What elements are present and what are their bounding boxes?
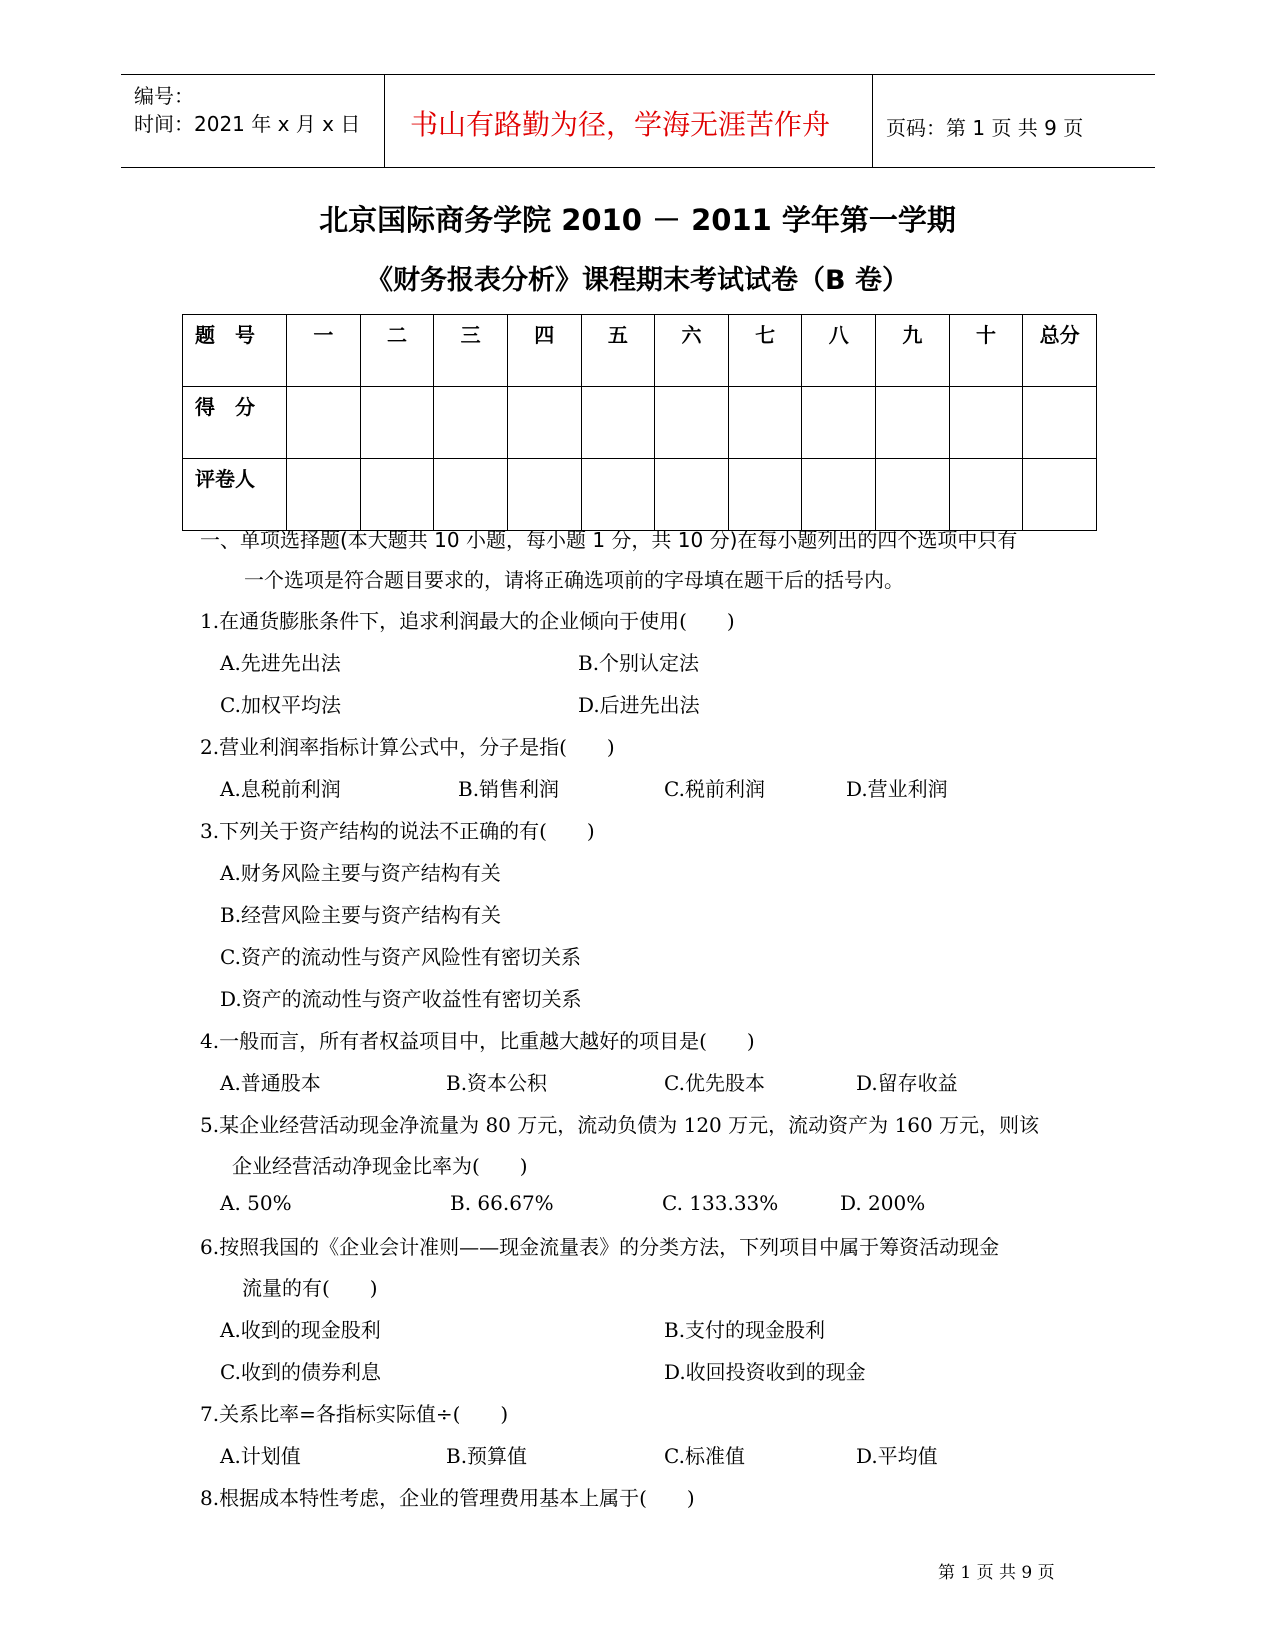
score-column-header: 十 xyxy=(949,315,1023,387)
score-column-header: 四 xyxy=(507,315,581,387)
grader-cell[interactable] xyxy=(507,459,581,531)
option: A.财务风险主要与资产结构有关 xyxy=(220,861,501,885)
option: D.收回投资收到的现金 xyxy=(664,1360,866,1384)
score-table-header-row xyxy=(183,315,1097,387)
option: A.先进先出法 xyxy=(220,651,341,675)
question-stem: 3.下列关于资产结构的说法不正确的有( ) xyxy=(200,819,595,843)
option: D.平均值 xyxy=(856,1444,938,1468)
score-column-header: 二 xyxy=(360,315,434,387)
score-column-header: 七 xyxy=(728,315,802,387)
score-column-header: 五 xyxy=(581,315,655,387)
section-heading: 一、单项选择题(本大题共 10 小题，每小题 1 分，共 10 分)在每小题列出的四个选项中只有 xyxy=(200,528,1018,552)
section-heading-cont: 一个选项是符合题目要求的，请将正确选项前的字母填在题干后的括号内。 xyxy=(244,568,904,592)
option: D.后进先出法 xyxy=(578,693,700,717)
option: A. 50% xyxy=(220,1191,292,1215)
option: C.收到的债券利息 xyxy=(220,1360,381,1384)
grader-cell[interactable] xyxy=(876,459,950,531)
option: D.留存收益 xyxy=(856,1071,958,1095)
score-table-score-row xyxy=(183,387,1097,459)
score-cell[interactable] xyxy=(507,387,581,459)
option: A.计划值 xyxy=(220,1444,301,1468)
option: B.个别认定法 xyxy=(578,651,700,675)
option: B.经营风险主要与资产结构有关 xyxy=(220,903,502,927)
header-time-label: 时间：2021 年 x 月 x 日 xyxy=(134,112,361,136)
score-cell[interactable] xyxy=(949,387,1023,459)
question-stem: 7.关系比率=各指标实际值÷( ) xyxy=(200,1402,509,1426)
option: C.税前利润 xyxy=(664,777,765,801)
grader-cell[interactable] xyxy=(802,459,876,531)
option: D.营业利润 xyxy=(846,777,948,801)
score-row-label: 得 分 xyxy=(183,387,287,459)
question-stem-cont: 流量的有( ) xyxy=(242,1276,378,1300)
header-divider-left xyxy=(384,75,385,168)
grader-cell[interactable] xyxy=(655,459,729,531)
score-row-label: 题 号 xyxy=(183,315,287,387)
score-column-header: 总分 xyxy=(1023,315,1097,387)
option: D.资产的流动性与资产收益性有密切关系 xyxy=(220,987,582,1011)
option: D. 200% xyxy=(840,1191,926,1215)
score-column-header: 六 xyxy=(655,315,729,387)
question-stem: 1.在通货膨胀条件下，追求利润最大的企业倾向于使用( ) xyxy=(200,609,735,633)
grader-cell[interactable] xyxy=(581,459,655,531)
option: B.预算值 xyxy=(446,1444,528,1468)
score-column-header: 八 xyxy=(802,315,876,387)
score-table-grader-row xyxy=(183,459,1097,531)
option: C.优先股本 xyxy=(664,1071,765,1095)
option: C.资产的流动性与资产风险性有密切关系 xyxy=(220,945,581,969)
option: B.资本公积 xyxy=(446,1071,548,1095)
header-divider-right xyxy=(872,75,873,168)
exam-subtitle: 《财务报表分析》课程期末考试试卷（B 卷） xyxy=(366,265,909,296)
question-stem: 2.营业利润率指标计算公式中，分子是指( ) xyxy=(200,735,615,759)
score-cell[interactable] xyxy=(876,387,950,459)
score-cell[interactable] xyxy=(287,387,361,459)
score-cell[interactable] xyxy=(802,387,876,459)
question-stem-cont: 企业经营活动净现金比率为( ) xyxy=(232,1154,528,1178)
grader-cell[interactable] xyxy=(360,459,434,531)
header-top-rule xyxy=(121,74,1155,75)
option: B.支付的现金股利 xyxy=(664,1318,826,1342)
grader-cell[interactable] xyxy=(728,459,802,531)
score-column-header: 一 xyxy=(287,315,361,387)
option: A.收到的现金股利 xyxy=(220,1318,381,1342)
score-table xyxy=(182,314,1097,531)
option: A.息税前利润 xyxy=(220,777,341,801)
grader-cell[interactable] xyxy=(1023,459,1097,531)
question-stem: 5.某企业经营活动现金净流量为 80 万元，流动负债为 120 万元，流动资产为 160 万元，则该 xyxy=(200,1113,1040,1137)
score-column-header: 九 xyxy=(876,315,950,387)
header-page-label: 页码：第 1 页 共 9 页 xyxy=(886,116,1084,140)
question-stem: 6.按照我国的《企业会计准则——现金流量表》的分类方法，下列项目中属于筹资活动现金 xyxy=(200,1235,1000,1259)
grader-cell[interactable] xyxy=(949,459,1023,531)
score-cell[interactable] xyxy=(434,387,508,459)
grader-cell[interactable] xyxy=(434,459,508,531)
option: C.标准值 xyxy=(664,1444,745,1468)
header-bottom-rule xyxy=(121,167,1155,168)
score-row-label: 评卷人 xyxy=(183,459,287,531)
grader-cell[interactable] xyxy=(287,459,361,531)
option: C.加权平均法 xyxy=(220,693,341,717)
page-footer: 第 1 页 共 9 页 xyxy=(938,1563,1055,1583)
score-cell[interactable] xyxy=(728,387,802,459)
question-stem: 4.一般而言，所有者权益项目中，比重越大越好的项目是( ) xyxy=(200,1029,755,1053)
header-motto: 书山有路勤为径，学海无涯苦作舟 xyxy=(410,108,831,141)
score-cell[interactable] xyxy=(581,387,655,459)
score-cell[interactable] xyxy=(655,387,729,459)
option: B.销售利润 xyxy=(458,777,560,801)
exam-title: 北京国际商务学院 2010 － 2011 学年第一学期 xyxy=(319,203,956,237)
option: B. 66.67% xyxy=(450,1191,554,1215)
score-column-header: 三 xyxy=(434,315,508,387)
score-cell[interactable] xyxy=(360,387,434,459)
option: A.普通股本 xyxy=(220,1071,321,1095)
option: C. 133.33% xyxy=(662,1191,779,1215)
header-number-label: 编号： xyxy=(134,84,194,108)
question-stem: 8.根据成本特性考虑，企业的管理费用基本上属于( ) xyxy=(200,1486,695,1510)
score-cell[interactable] xyxy=(1023,387,1097,459)
